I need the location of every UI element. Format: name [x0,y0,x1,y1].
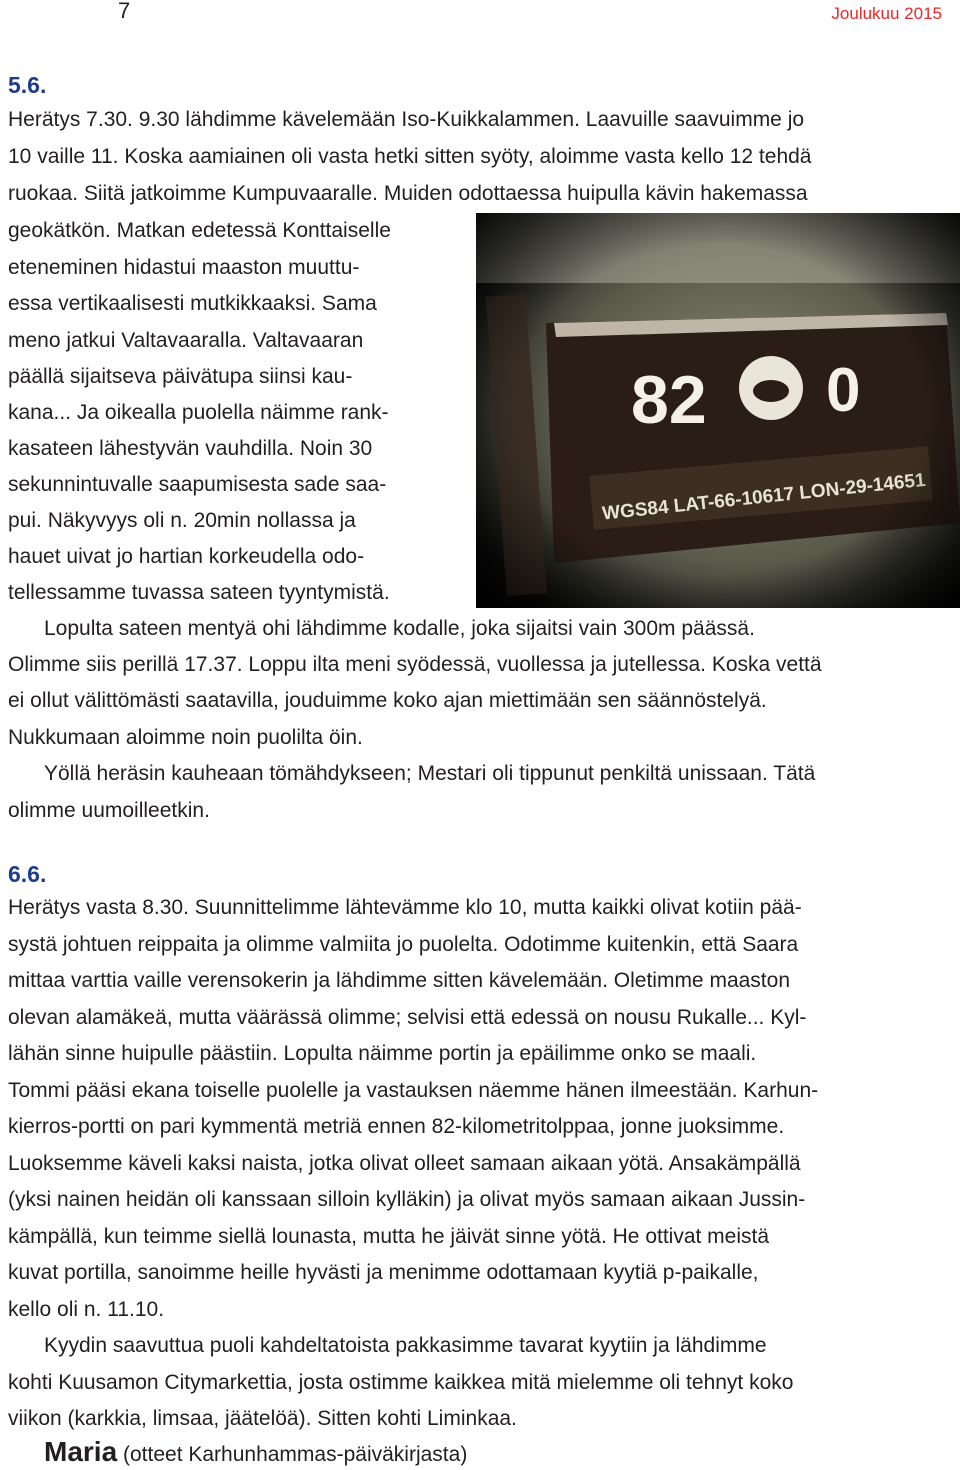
paragraph-line: meno jatkui Valtavaaralla. Valtavaaran [8,329,364,352]
paragraph-line: ruokaa. Siitä jatkoimme Kumpuvaaralle. Muiden odottaessa huipulla kävin hakemassa [8,182,808,205]
paragraph-line: olimme uumoilleetkin. [8,799,210,822]
paragraph-line: 10 vaille 11. Koska aamiainen oli vasta hetki sitten syöty, aloimme vasta kello 12 tehdä [8,145,812,168]
paragraph-line: Olimme siis perillä 17.37. Loppu ilta meni syödessä, vuollessa ja jutellessa. Koska vettä [8,653,822,676]
paragraph-line: kämpällä, kun teimme siellä lounasta, mutta he jäivät sinne yötä. He ottivat meistä [8,1225,770,1248]
paragraph-line: kuvat portilla, sanoimme heille hyvästi ja menimme odottamaan kyytiä p-paikalle, [8,1261,759,1284]
paragraph-line: ei ollut välittömästi saatavilla, jouduimme koko ajan miettimään sen säännöstelyä. [8,689,767,712]
paragraph-line: sekunnintuvalle saapumisesta sade saa- [8,473,387,496]
paragraph-line: Lopulta sateen mentyä ohi lähdimme kodalle, joka sijaitsi vain 300m päässä. [44,617,755,640]
paragraph-line: viikon (karkkia, limsaa, jäätelöä). Sitten kohti Liminkaa. [8,1407,517,1430]
paragraph-line: kello oli n. 11.10. [8,1298,165,1321]
kilometer-sign-illustration [476,213,960,608]
header-date: Joulukuu 2015 [831,4,942,23]
paragraph-line: olevan alamäkeä, mutta väärässä olimme; selvisi että edessä on nousu Rukalle... Kyl- [8,1006,807,1029]
paragraph-line: eteneminen hidastui maaston muuttu- [8,256,360,279]
paragraph-line: kasateen lähestyvän vauhdilla. Noin 30 [8,437,373,460]
paragraph-line: essa vertikaalisesti mutkikkaaksi. Sama [8,292,377,315]
signature-note: (otteet Karhunhammas-päiväkirjasta) [117,1443,468,1466]
section-heading-6-6: 6.6. [8,861,47,887]
paragraph-line: mittaa varttia vaille verensokerin ja lähdimme sitten kävelemään. Oletimme maaston [8,969,790,992]
paragraph-line: lähän sinne huipulle päästiin. Lopulta näimme portin ja epäilimme onko se maali. [8,1042,757,1065]
paragraph-line: kana... Ja oikealla puolella näimme rank- [8,401,389,424]
paragraph-line: (yksi nainen heidän oli kanssaan silloin kylläkin) ja olivat myös samaan aikaan Jussin- [8,1188,806,1211]
paragraph-line: pui. Näkyvyys oli n. 20min nollassa ja [8,509,356,532]
paragraph-line: kierros-portti on pari kymmentä metriä ennen 82-kilometritolppaa, jonne juoksimme. [8,1115,785,1138]
paragraph-line: Luoksemme käveli kaksi naista, jotka olivat olleet samaan aikaan yötä. Ansakämpällä [8,1152,801,1175]
paragraph-line: Kyydin saavuttua puoli kahdeltatoista pakkasimme tavarat kyytiin ja lähdimme [44,1334,767,1357]
paragraph-line: Herätys vasta 8.30. Suunnittelimme lähtevämme klo 10, mutta kaikki olivat kotiin pää- [8,896,802,919]
paragraph-line: Tommi pääsi ekana toiselle puolelle ja vastauksen näemme hänen ilmeestään. Karhun- [8,1079,819,1102]
page-number: 7 [118,0,131,23]
kilometer-sign-photo [476,213,960,608]
paragraph-line: kohti Kuusamon Citymarkettia, josta ostimme kaikkea mitä mielemme oli tehnyt koko [8,1371,794,1394]
paragraph-line: Nukkumaan aloimme noin puolilta öin. [8,726,363,749]
paragraph-line: Yöllä heräsin kauheaan tömähdykseen; Mestari oli tippunut penkiltä unissaan. Tätä [44,762,816,785]
paragraph-line: systä johtuen reippaita ja olimme valmiita jo puolelta. Odotimme kuitenkin, että Saara [8,933,799,956]
paragraph-line: hauet uivat jo hartian korkeudella odo- [8,545,365,568]
paragraph-line: geokätkön. Matkan edetessä Konttaiselle [8,219,391,242]
section-heading-5-6: 5.6. [8,72,47,98]
paragraph-line: päällä sijaitseva päivätupa siinsi kau- [8,365,353,388]
author-name: Maria [44,1436,118,1467]
paragraph-line: tellessamme tuvassa sateen tyyntymistä. [8,581,390,604]
signature [44,1436,467,1468]
paragraph-line: Herätys 7.30. 9.30 lähdimme kävelemään Iso-Kuikkalammen. Laavuille saavuimme jo [8,108,805,131]
